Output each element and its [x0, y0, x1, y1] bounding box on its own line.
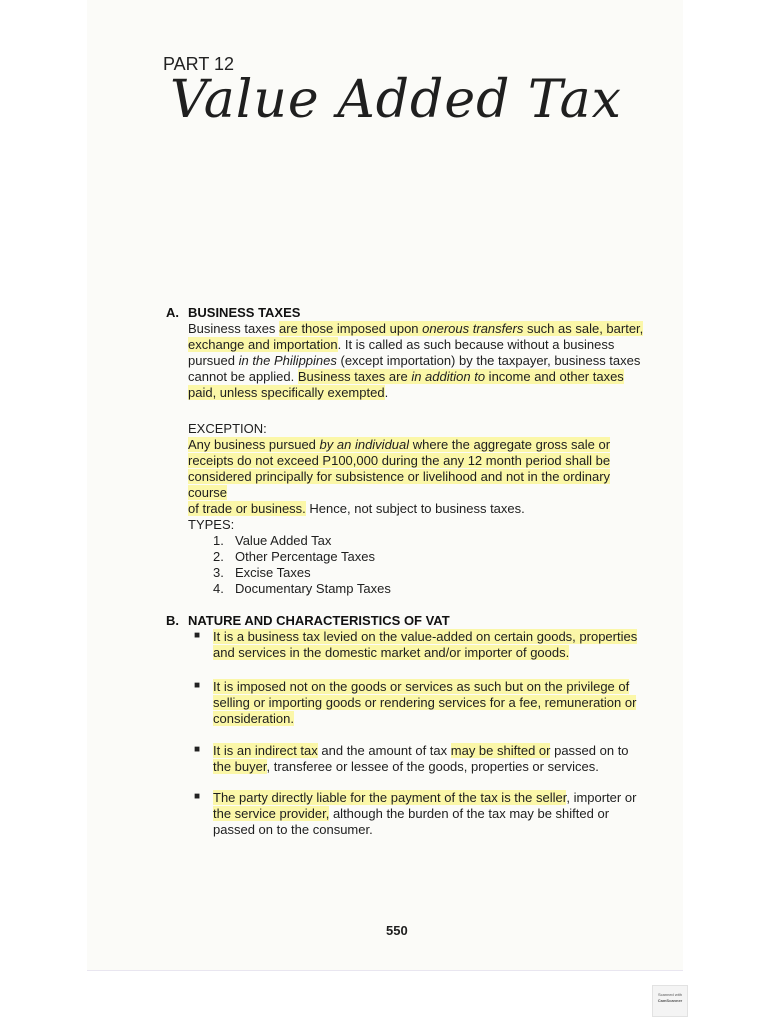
- list-item: 4. Documentary Stamp Taxes: [213, 581, 391, 596]
- text-line: exchange and importation. It is called as such because without a business: [188, 337, 615, 352]
- text-line: consideration.: [213, 711, 294, 726]
- text-line: the buyer, transferee or lessee of the goods, properties or services.: [213, 759, 599, 774]
- bullet-icon: ■: [194, 630, 201, 641]
- list-item: [213, 743, 653, 775]
- text-line: the service provider, although the burden of the tax may be shifted or: [213, 806, 610, 821]
- bullet-icon: ■: [194, 744, 201, 755]
- section-a-letter: A.: [166, 305, 179, 320]
- text-line: Business taxes are those imposed upon onerous transfers such as sale, barter,: [188, 321, 644, 336]
- section-b-letter: B.: [166, 613, 179, 628]
- text-line: paid, unless specifically exempted.: [188, 385, 389, 400]
- page-title: Value Added Tax: [170, 70, 622, 130]
- list-item: [213, 629, 653, 661]
- text-line: cannot be applied. Business taxes are in addition to income and other taxes: [188, 369, 624, 384]
- text-line: Any business pursued by an individual where the aggregate gross sale or: [188, 437, 611, 452]
- text-line: passed on to the consumer.: [213, 822, 373, 837]
- text-line: The party directly liable for the payment of the tax is the seller, importer or: [213, 790, 637, 805]
- exception-label: EXCEPTION:: [188, 421, 267, 436]
- section-a-heading: BUSINESS TAXES: [188, 305, 301, 320]
- list-item: 2. Other Percentage Taxes: [213, 549, 375, 564]
- list-item: [213, 679, 653, 727]
- text-line: pursued in the Philippines (except importation) by the taxpayer, business taxes: [188, 353, 641, 368]
- bullet-icon: ■: [194, 680, 201, 691]
- page-number: 550: [386, 923, 408, 938]
- text-line: receipts do not exceed P100,000 during the any 12 month period shall be: [188, 453, 611, 468]
- text-line: and services in the domestic market and/or importer of goods.: [213, 645, 570, 660]
- list-item: 3. Excise Taxes: [213, 565, 311, 580]
- scanner-badge-line1: Scanned with: [657, 992, 682, 997]
- list-item: 1. Value Added Tax: [213, 533, 332, 548]
- scanner-badge-line2: CamScanner: [657, 998, 683, 1003]
- text-line: considered principally for subsistence or livelihood and not in the ordinary course: [188, 469, 611, 500]
- text-line: It is imposed not on the goods or services as such but on the privilege of: [213, 679, 630, 694]
- part-label: PART 12: [163, 54, 235, 74]
- list-item: [213, 790, 653, 838]
- section-a-paragraph: [188, 321, 648, 401]
- bullet-icon: ■: [194, 791, 201, 802]
- section-b-heading: NATURE AND CHARACTERISTICS OF VAT: [188, 613, 450, 628]
- text-line: of trade or business. Hence, not subject to business taxes.: [188, 501, 525, 516]
- exception-paragraph: [188, 437, 648, 517]
- types-label: TYPES:: [188, 517, 235, 532]
- text-line: It is an indirect tax and the amount of tax may be shifted or passed on to: [213, 743, 629, 758]
- text-line: It is a business tax levied on the value-added on certain goods, properties: [213, 629, 638, 644]
- types-list: [213, 533, 391, 597]
- text-line: selling or importing goods or rendering services for a fee, remuneration or: [213, 695, 637, 710]
- scanner-badge: [652, 985, 688, 1017]
